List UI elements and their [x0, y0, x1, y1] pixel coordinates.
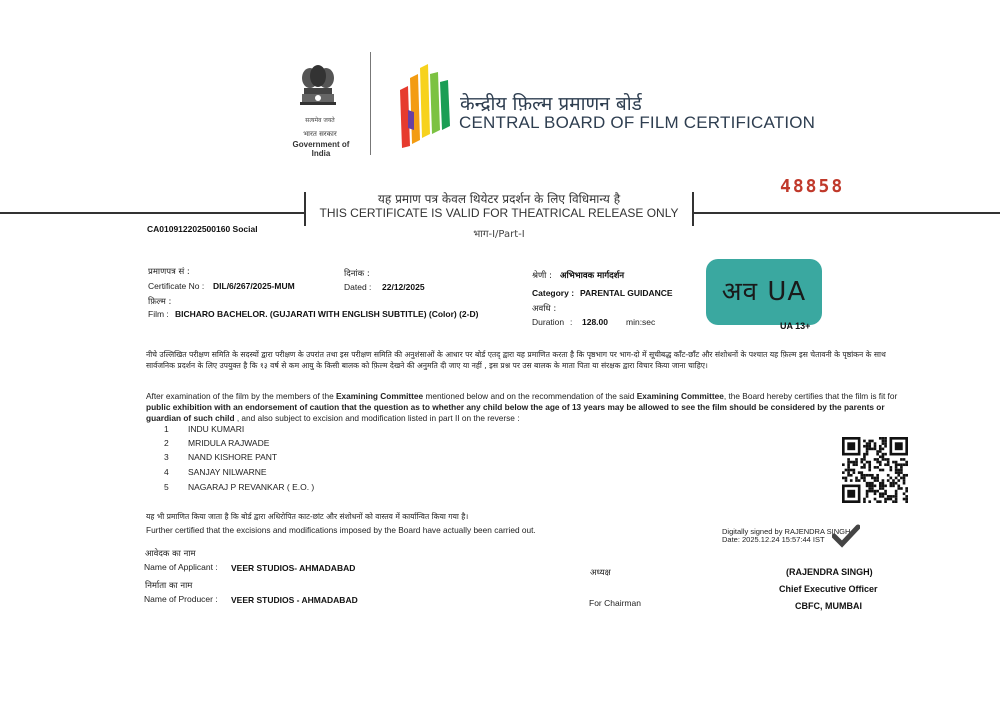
signatory-title: Chief Executive Officer	[779, 584, 878, 594]
member-name: NAND KISHORE PANT	[188, 452, 278, 462]
duration-value: 128.00	[582, 317, 608, 327]
committee-member	[164, 467, 464, 479]
signature-check-icon	[832, 524, 860, 548]
eng-text-4: , and also subject to excision and modification listed in part II on the reverse :	[234, 413, 520, 423]
cert-no-value: DIL/6/267/2025-MUM	[213, 281, 295, 291]
reference-code: CA010912202500160 Social	[147, 224, 258, 234]
emblem-motto: सत्यमेव जयते	[305, 117, 335, 124]
member-name: NAGARAJ P REVANKAR ( E.O. )	[188, 482, 315, 492]
applicant-label: Name of Applicant :	[144, 562, 218, 572]
film-label: Film :	[148, 309, 169, 319]
gov-hindi: भारत सरकार	[303, 130, 337, 138]
duration-colon: :	[570, 317, 573, 327]
digital-signature-line1: Digitally signed by RAJENDRA SINGH	[722, 527, 851, 536]
eng-text-2: mentioned below and on the recommendation of the said	[423, 391, 637, 401]
member-name: INDU KUMARI	[188, 424, 245, 434]
eng-bold-1: Examining Committee	[336, 391, 424, 401]
header-rule-left	[0, 212, 306, 214]
rating-sub: UA 13+	[780, 321, 811, 331]
producer-hindi-label: निर्माता का नाम	[145, 581, 193, 591]
member-name: SANJAY NILWARNE	[188, 467, 267, 477]
cert-no-label: Certificate No :	[148, 281, 205, 291]
applicant-hindi-label: आवेदक का नाम	[145, 549, 196, 559]
duration-unit: min:sec	[626, 317, 656, 327]
validity-english: THIS CERTIFICATE IS VALID FOR THEATRICAL RELEASE ONLY	[319, 206, 679, 220]
dated-hindi-label: दिनांक :	[344, 269, 370, 279]
part-label: भाग-I/Part-I	[473, 229, 525, 240]
board-name-english: CENTRAL BOARD OF FILM CERTIFICATION	[459, 113, 816, 132]
chairman-hindi: अध्यक्ष	[590, 568, 611, 578]
validity-hindi: यह प्रमाण पत्र केवल थियेटर प्रदर्शन के लिए विधिमान्य है	[377, 192, 621, 206]
member-number: 4	[164, 467, 169, 477]
board-name-hindi: केन्द्रीय फ़िल्म प्रमाणन बोर्ड	[460, 93, 642, 115]
committee-member	[164, 438, 464, 450]
category-hindi-label: श्रेणी :	[532, 271, 552, 281]
producer-label: Name of Producer :	[144, 594, 218, 604]
eng-text-3: , the Board hereby certifies that the film is fit for	[723, 391, 898, 401]
dated-value: 22/12/2025	[382, 282, 425, 292]
lion-capital-icon	[295, 62, 341, 114]
signatory-name: (RAJENDRA SINGH)	[786, 567, 873, 577]
certification-para-hindi: नीचे उल्लिखित परीक्षण समिति के सदस्यों द्वारा परीक्षण के उपरांत तथा इस परीक्षण समिति की अनुशंसाओं के आधार पर बोर्ड एतद् द्वारा यह प्रमाणित करता है कि पृष्ठभाग पर भाग-दो में सूचीबद्ध काँट-छाँट और संशोधनों के पश्चात यह फ़िल्म इस चेतावनी के पृष्ठांकन के साथ सार्वजनिक प्रदर्शन के लिए उपयुक्त है कि १३ वर्ष से कम आयु के किसी बालक को फ़िल्म देखने की अनुमति दी जाए या नहीं , इस प्रश्न पर उस बालक के माता पिता या संरक्षक द्वारा विचार किया जाना चाहिए।	[146, 350, 886, 370]
film-strip-logo-icon	[396, 60, 454, 154]
cert-no-hindi-label: प्रमाणपत्र सं :	[148, 267, 190, 277]
dated-label: Dated :	[344, 282, 372, 292]
eng-bold-2: Examining Committee	[636, 391, 724, 401]
serial-number: 48858	[780, 176, 845, 197]
category-hindi-value: अभिभावक मार्गदर्शन	[560, 271, 625, 281]
further-cert-hindi: यह भी प्रमाणित किया जाता है कि बोर्ड द्वारा अधिरोपित काट-छांट और संशोधनों को वास्तव में कार्यान्वित किया गया है।	[146, 512, 469, 521]
digital-signature-line2: Date: 2025.12.24 15:57:44 IST	[722, 535, 825, 544]
film-title: BICHARO BACHELOR. (GUJARATI WITH ENGLISH SUBTITLE) (Color) (2-D)	[175, 309, 479, 319]
for-chairman: For Chairman	[589, 598, 641, 608]
state-emblem	[295, 62, 341, 122]
eng-text-1: After examination of the film by the members of the	[146, 391, 336, 401]
further-cert-english: Further certified that the excisions and modifications imposed by the Board have actually been carried out.	[146, 525, 536, 535]
gov-english: Government of India	[292, 140, 350, 158]
member-number: 1	[164, 424, 169, 434]
header-divider	[370, 52, 371, 155]
category-value: PARENTAL GUIDANCE	[580, 288, 673, 298]
certification-para-english	[146, 391, 898, 424]
member-name: MRIDULA RAJWADE	[188, 438, 270, 448]
category-label: Category :	[532, 288, 575, 298]
cbfc-logo	[396, 60, 454, 154]
member-number: 2	[164, 438, 169, 448]
member-number: 5	[164, 482, 169, 492]
rule-tick-right	[692, 192, 694, 226]
member-number: 3	[164, 452, 169, 462]
qr-code-icon	[842, 437, 908, 503]
film-hindi-label: फ़िल्म :	[148, 297, 172, 307]
producer-value: VEER STUDIOS - AHMADABAD	[231, 595, 358, 605]
eng-bold-3: public exhibition with an endorsement of caution that the question as to whether any child below the age of 13 years may be allowed to see the film should be considered by the parents or guardian of such child	[146, 402, 885, 423]
signatory-office: CBFC, MUMBAI	[795, 601, 862, 611]
committee-member	[164, 424, 464, 436]
committee-member	[164, 482, 464, 494]
rating-badge: अव UA	[706, 259, 822, 325]
duration-hindi-label: अवधि :	[532, 304, 557, 314]
applicant-value: VEER STUDIOS- AHMADABAD	[231, 563, 356, 573]
header-rule-right	[692, 212, 1000, 214]
duration-label: Duration	[532, 317, 565, 327]
committee-member	[164, 452, 464, 464]
